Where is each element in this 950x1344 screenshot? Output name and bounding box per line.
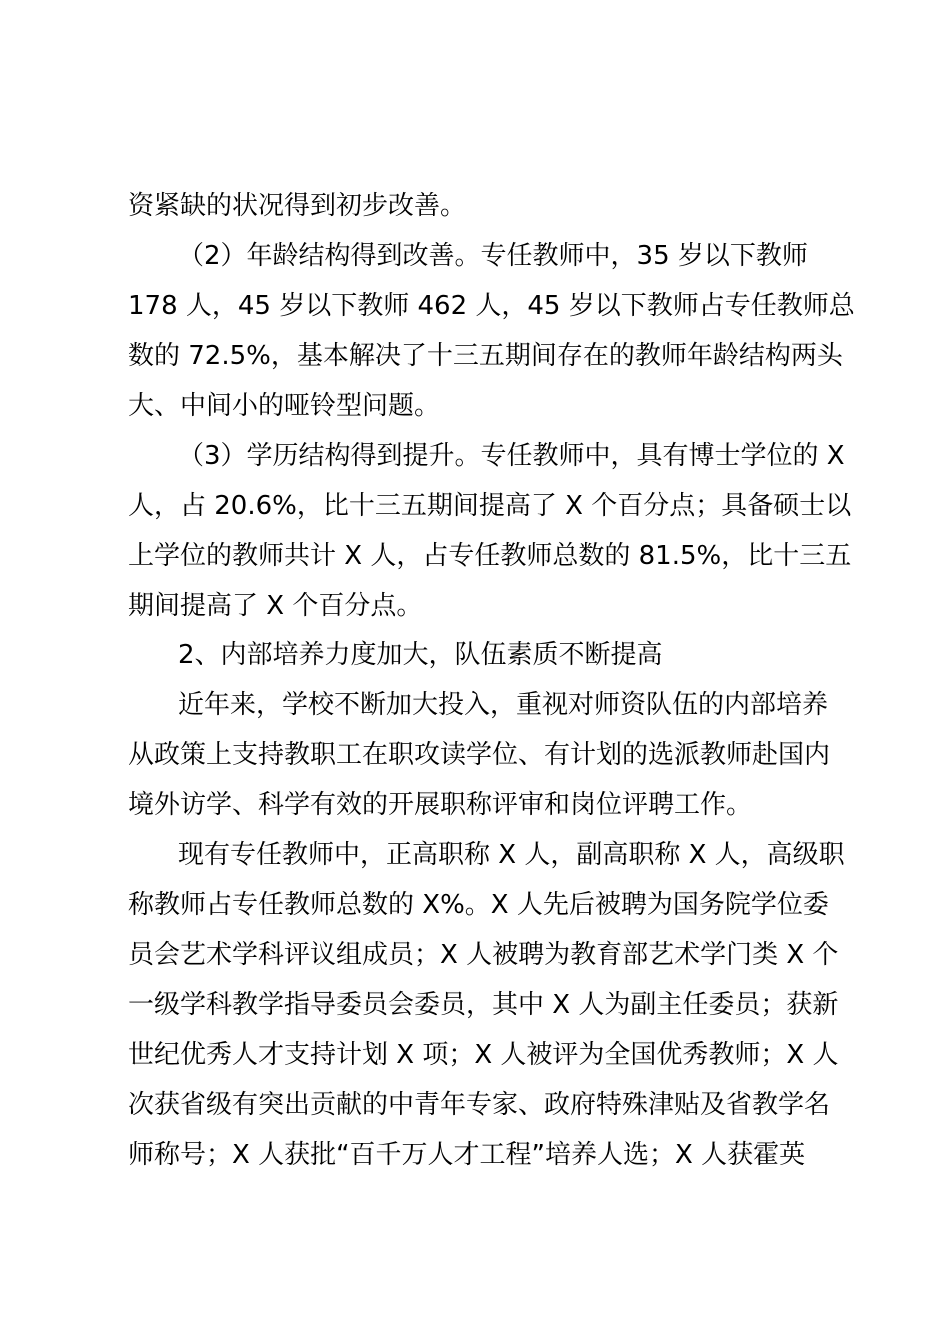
- text-line: [0, 980, 950, 1030]
- text-line-content: 人，占 20.6%，比十三五期间提高了 X 个百分点；具备硕士以: [128, 491, 852, 521]
- text-line: [0, 231, 950, 281]
- text-line: [0, 1080, 950, 1130]
- text-line-content: 一级学科教学指导委员会委员，其中 X 人为副主任委员；获新: [128, 990, 839, 1020]
- text-line-content: 师称号；X 人获批“百千万人才工程”培养人选；X 人获霍英: [128, 1140, 806, 1170]
- text-line-content: 178 人，45 岁以下教师 462 人，45 岁以下教师占专任教师总: [128, 291, 855, 321]
- text-line-content: 世纪优秀人才支持计划 X 项；X 人被评为全国优秀教师；X 人: [128, 1040, 839, 1070]
- text-line: [0, 780, 950, 830]
- text-line-content: （2）年龄结构得到改善。专任教师中，35 岁以下教师: [178, 241, 808, 271]
- text-line-content: 次获省级有突出贡献的中青年专家、政府特殊津贴及省教学名: [128, 1090, 831, 1120]
- text-line: [0, 930, 950, 980]
- text-line: [0, 880, 950, 930]
- text-line: [0, 830, 950, 880]
- text-line: [0, 1130, 950, 1180]
- text-line-content: 期间提高了 X 个百分点。: [128, 591, 423, 621]
- text-line: [0, 730, 950, 780]
- text-line-content: 境外访学、科学有效的开展职称评审和岗位评聘工作。: [128, 790, 753, 820]
- text-line: [0, 680, 950, 730]
- text-line: [0, 331, 950, 381]
- text-line: [0, 381, 950, 431]
- text-line: [0, 1030, 950, 1080]
- text-line-content: 称教师占专任教师总数的 X%。X 人先后被聘为国务院学位委: [128, 890, 829, 920]
- text-line-content: 数的 72.5%，基本解决了十三五期间存在的教师年龄结构两头: [128, 341, 843, 371]
- text-line: [0, 281, 950, 331]
- text-line-content: （3）学历结构得到提升。专任教师中，具有博士学位的 X: [178, 441, 845, 471]
- text-line-content: 大、中间小的哑铃型问题。: [128, 391, 441, 421]
- text-line-content: 资紧缺的状况得到初步改善。: [128, 191, 467, 221]
- text-line-content: 现有专任教师中，正高职称 X 人，副高职称 X 人，高级职: [178, 840, 845, 870]
- text-line: [0, 481, 950, 531]
- section-heading: [0, 630, 950, 680]
- text-line-content: 员会艺术学科评议组成员；X 人被聘为教育部艺术学门类 X 个: [128, 940, 839, 970]
- text-line-content: 2、内部培养力度加大，队伍素质不断提高: [178, 640, 663, 670]
- text-line: [0, 431, 950, 481]
- text-line: [0, 181, 950, 231]
- text-line-content: 从政策上支持教职工在职攻读学位、有计划的选派教师赴国内: [128, 740, 831, 770]
- text-line: [0, 581, 950, 631]
- text-line-content: 上学位的教师共计 X 人，占专任教师总数的 81.5%，比十三五: [128, 541, 852, 571]
- text-line-content: 近年来，学校不断加大投入，重视对师资队伍的内部培养: [178, 690, 829, 720]
- text-line: [0, 531, 950, 581]
